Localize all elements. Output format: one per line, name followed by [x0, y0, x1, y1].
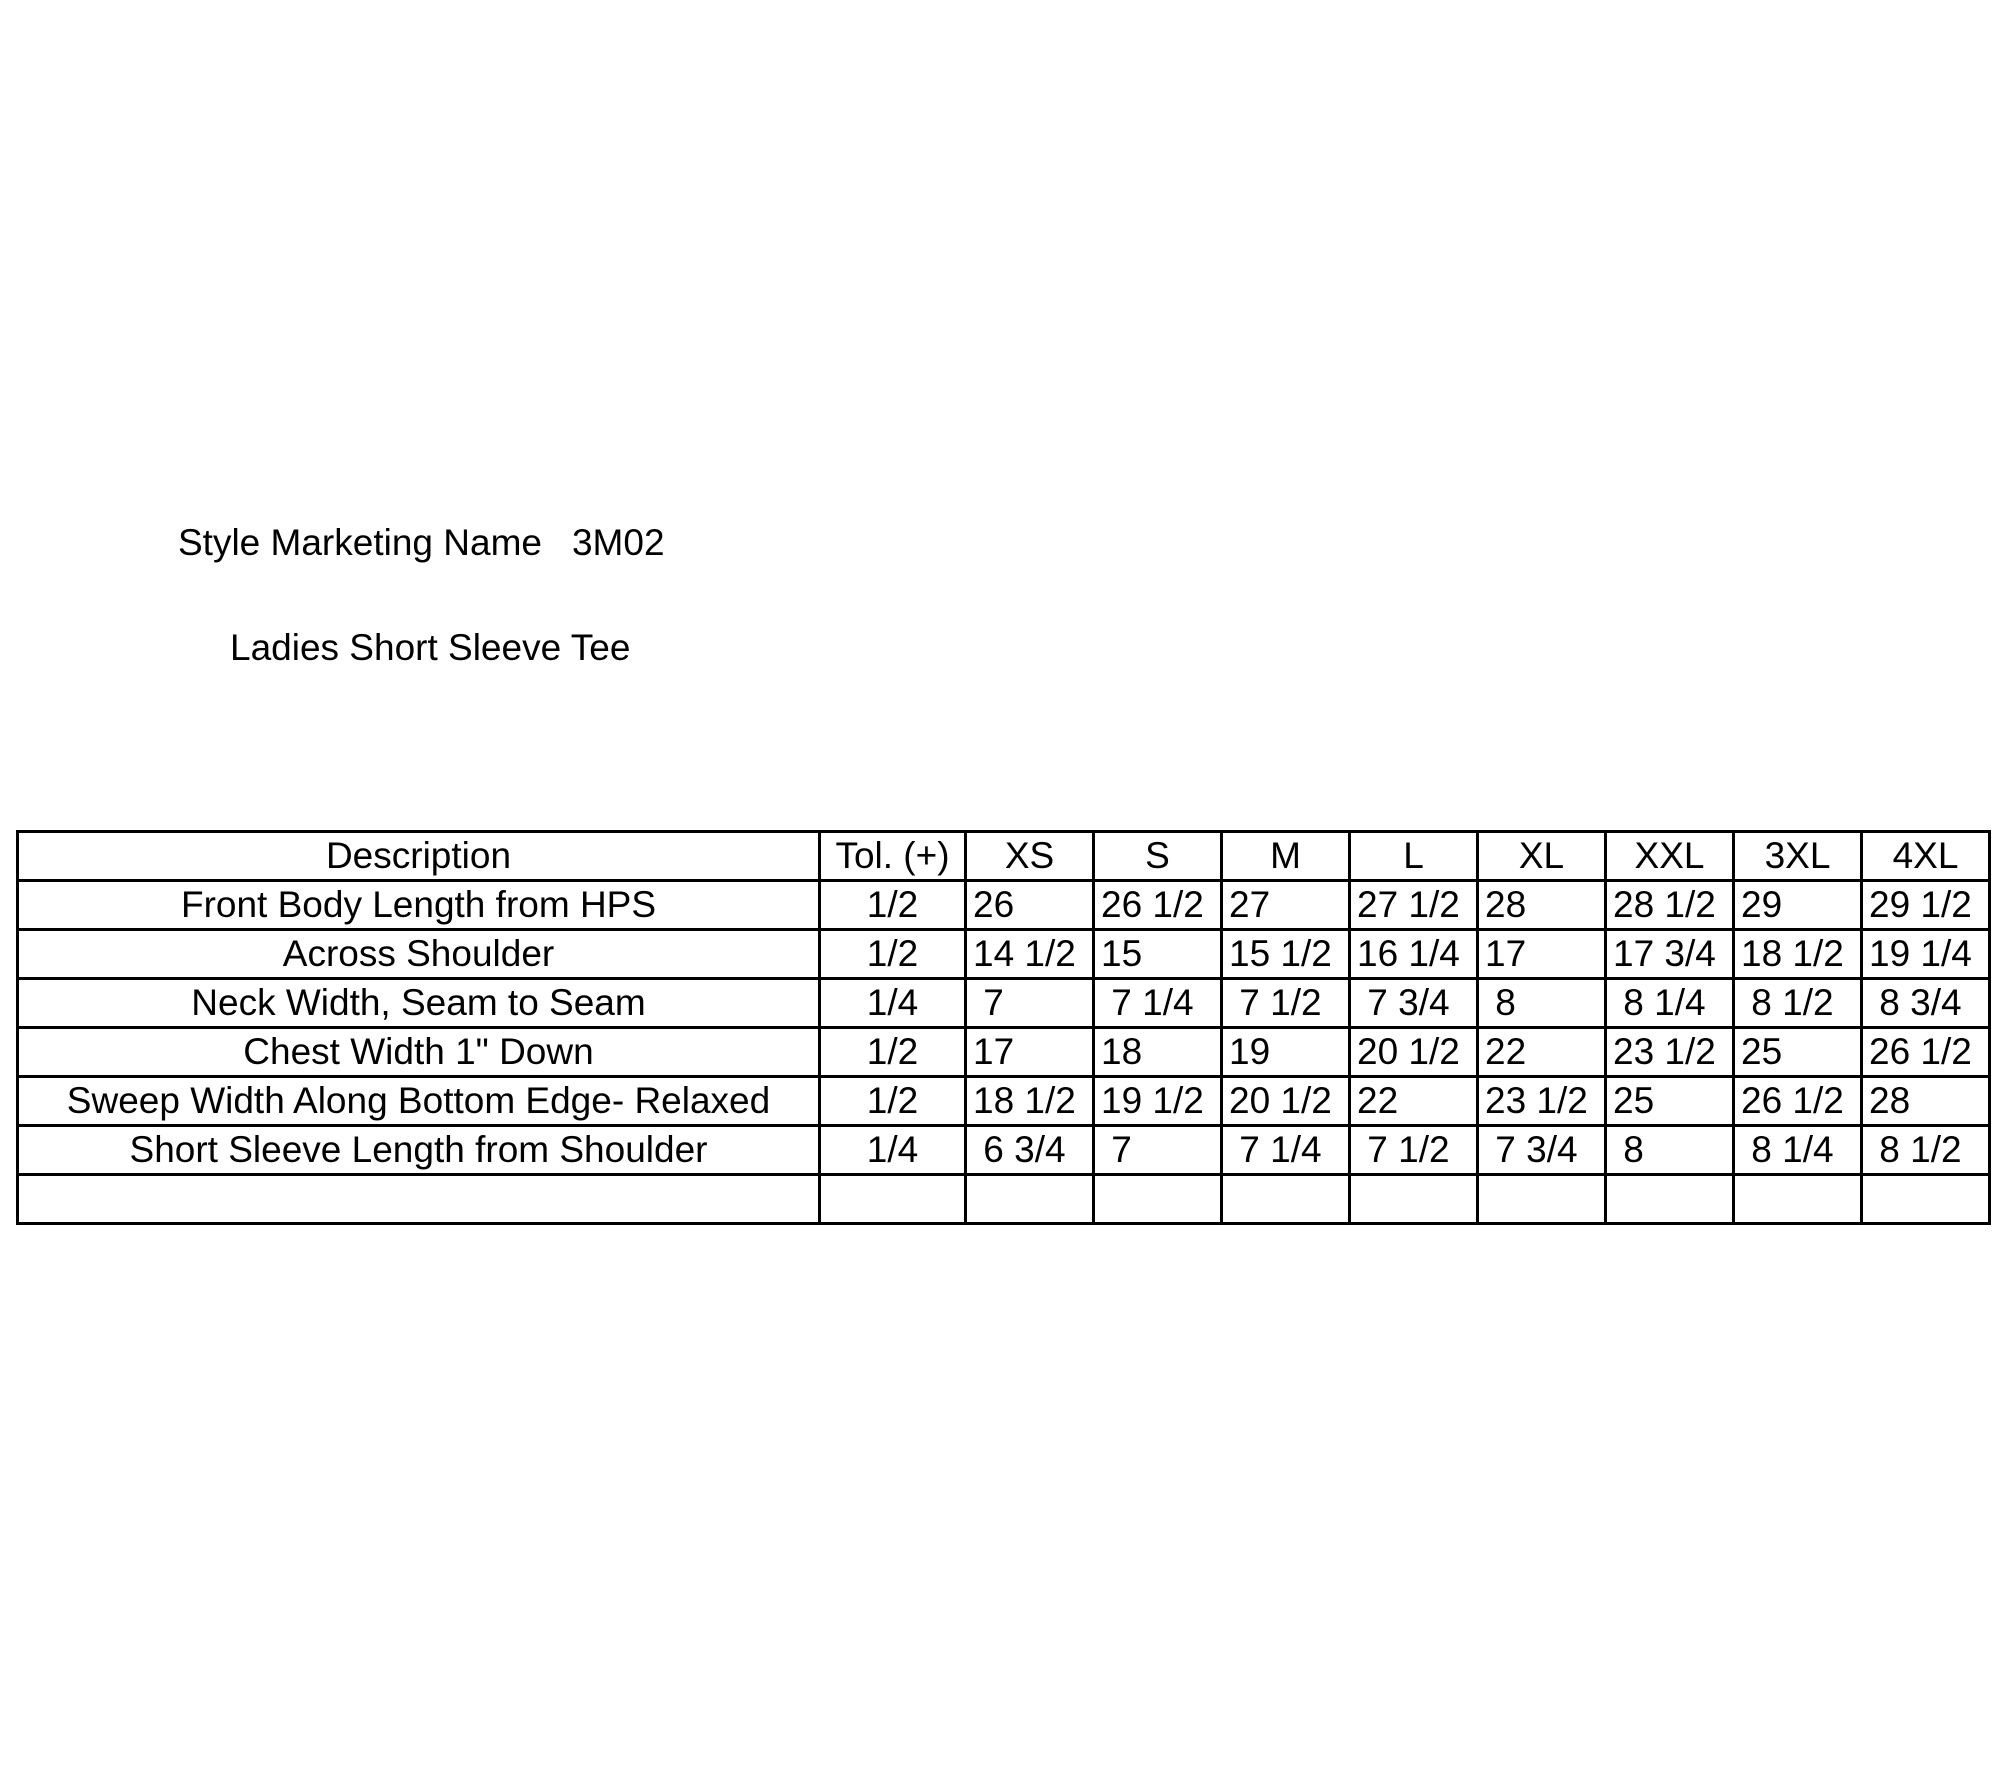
table-row [18, 930, 1990, 979]
column-header-description: Description [18, 832, 820, 881]
column-header-size-4xl: 4XL [1862, 832, 1990, 881]
size-value-cell: 19 [1222, 1028, 1350, 1077]
size-value-cell: 28 1/2 [1606, 881, 1734, 930]
column-header-size-xs: XS [966, 832, 1094, 881]
empty-cell [1222, 1175, 1350, 1224]
size-value-cell: 26 1/2 [1094, 881, 1222, 930]
product-name: Ladies Short Sleeve Tee [230, 627, 631, 668]
measurement-description: Neck Width, Seam to Seam [18, 979, 820, 1028]
table-row [18, 1126, 1990, 1175]
size-value-cell: 29 [1734, 881, 1862, 930]
table-row [18, 881, 1990, 930]
size-value-cell: 7 1/4 [1222, 1126, 1350, 1175]
tolerance-cell: 1/4 [820, 979, 966, 1028]
size-value-cell: 8 [1606, 1126, 1734, 1175]
empty-cell [1862, 1175, 1990, 1224]
size-spec-table [16, 830, 1991, 1225]
tolerance-cell: 1/2 [820, 881, 966, 930]
column-header-size-xxl: XXL [1606, 832, 1734, 881]
measurement-description: Front Body Length from HPS [18, 881, 820, 930]
size-value-cell: 27 1/2 [1350, 881, 1478, 930]
size-value-cell: 16 1/4 [1350, 930, 1478, 979]
tolerance-cell: 1/2 [820, 1077, 966, 1126]
column-header-size-s: S [1094, 832, 1222, 881]
size-value-cell: 8 1/4 [1606, 979, 1734, 1028]
size-value-cell: 25 [1734, 1028, 1862, 1077]
size-value-cell: 27 [1222, 881, 1350, 930]
style-marketing-line [178, 518, 665, 568]
size-value-cell: 15 [1094, 930, 1222, 979]
size-value-cell: 19 1/2 [1094, 1077, 1222, 1126]
empty-cell [1478, 1175, 1606, 1224]
size-value-cell: 18 1/2 [966, 1077, 1094, 1126]
size-value-cell: 28 [1478, 881, 1606, 930]
size-value-cell: 18 1/2 [1734, 930, 1862, 979]
size-value-cell: 8 1/4 [1734, 1126, 1862, 1175]
size-value-cell: 7 [966, 979, 1094, 1028]
size-value-cell: 29 1/2 [1862, 881, 1990, 930]
table-row [18, 979, 1990, 1028]
column-header-size-xl: XL [1478, 832, 1606, 881]
size-value-cell: 17 [1478, 930, 1606, 979]
size-value-cell: 8 1/2 [1862, 1126, 1990, 1175]
empty-table-row [18, 1175, 1990, 1224]
size-value-cell: 20 1/2 [1350, 1028, 1478, 1077]
size-value-cell: 25 [1606, 1077, 1734, 1126]
column-header-size-m: M [1222, 832, 1350, 881]
size-value-cell: 15 1/2 [1222, 930, 1350, 979]
size-value-cell: 23 1/2 [1478, 1077, 1606, 1126]
empty-cell [1734, 1175, 1862, 1224]
empty-cell [1094, 1175, 1222, 1224]
size-value-cell: 17 3/4 [1606, 930, 1734, 979]
measurement-description: Sweep Width Along Bottom Edge- Relaxed [18, 1077, 820, 1126]
size-value-cell: 6 3/4 [966, 1126, 1094, 1175]
size-value-cell: 18 [1094, 1028, 1222, 1077]
size-value-cell: 22 [1478, 1028, 1606, 1077]
size-value-cell: 23 1/2 [1606, 1028, 1734, 1077]
column-header-tolerance: Tol. (+) [820, 832, 966, 881]
column-header-size-3xl: 3XL [1734, 832, 1862, 881]
measurement-description: Short Sleeve Length from Shoulder [18, 1126, 820, 1175]
empty-cell [1606, 1175, 1734, 1224]
size-value-cell: 19 1/4 [1862, 930, 1990, 979]
table-row [18, 1028, 1990, 1077]
size-value-cell: 7 1/4 [1094, 979, 1222, 1028]
size-value-cell: 7 [1094, 1126, 1222, 1175]
table-header-row [18, 832, 1990, 881]
size-value-cell: 26 1/2 [1734, 1077, 1862, 1126]
empty-cell [820, 1175, 966, 1224]
size-value-cell: 7 3/4 [1350, 979, 1478, 1028]
tolerance-cell: 1/2 [820, 1028, 966, 1077]
tolerance-cell: 1/2 [820, 930, 966, 979]
empty-cell [1350, 1175, 1478, 1224]
size-value-cell: 8 [1478, 979, 1606, 1028]
size-value-cell: 26 1/2 [1862, 1028, 1990, 1077]
size-value-cell: 8 3/4 [1862, 979, 1990, 1028]
size-value-cell: 28 [1862, 1077, 1990, 1126]
style-marketing-label: Style Marketing Name [178, 522, 542, 563]
column-header-size-l: L [1350, 832, 1478, 881]
size-value-cell: 20 1/2 [1222, 1077, 1350, 1126]
style-code: 3M02 [571, 522, 665, 563]
tolerance-cell: 1/4 [820, 1126, 966, 1175]
size-value-cell: 7 1/2 [1350, 1126, 1478, 1175]
size-value-cell: 7 3/4 [1478, 1126, 1606, 1175]
measurement-description: Across Shoulder [18, 930, 820, 979]
size-value-cell: 7 1/2 [1222, 979, 1350, 1028]
size-value-cell: 17 [966, 1028, 1094, 1077]
measurement-description: Chest Width 1" Down [18, 1028, 820, 1077]
empty-cell [18, 1175, 820, 1224]
size-value-cell: 8 1/2 [1734, 979, 1862, 1028]
size-value-cell: 14 1/2 [966, 930, 1094, 979]
empty-cell [966, 1175, 1094, 1224]
table-row [18, 1077, 1990, 1126]
size-value-cell: 26 [966, 881, 1094, 930]
size-value-cell: 22 [1350, 1077, 1478, 1126]
